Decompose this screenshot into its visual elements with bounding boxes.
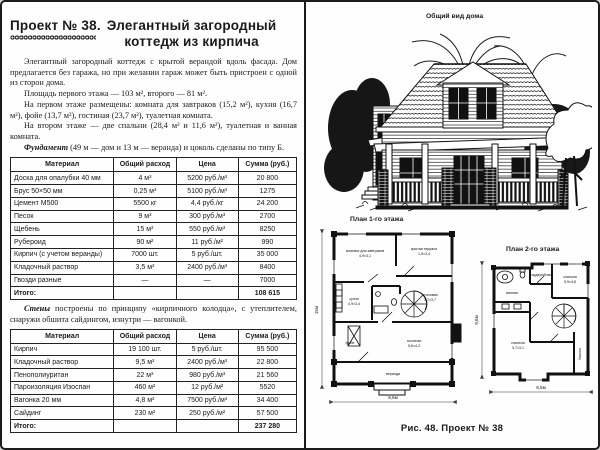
- table-cell: Доска для опалубки 40 мм: [11, 172, 114, 185]
- table-cell: 2700: [238, 210, 296, 223]
- paragraph-walls: [10, 304, 297, 325]
- total-label: Итого:: [11, 420, 114, 433]
- table-cell: 34 400: [238, 394, 296, 407]
- header-quantity: Общий расход: [114, 158, 176, 172]
- house-view-caption: Общий вид дома: [426, 13, 484, 20]
- room-bedroom2-size: 3,7×3,1: [511, 346, 525, 350]
- dim-15m: 15м: [314, 305, 319, 315]
- walls-note: [10, 304, 297, 325]
- table-cell: 19 100 шт.: [114, 343, 176, 356]
- room-dining-size: 3,7×3,7: [423, 298, 437, 302]
- wall-piers: [331, 231, 455, 387]
- room-balcony: балкон: [578, 348, 582, 360]
- plan2-room-labels: [506, 273, 582, 360]
- table-cell: 0,25 м³: [114, 185, 176, 198]
- room-living-size: 5,6×4,3: [407, 344, 421, 348]
- table-row: [11, 261, 297, 274]
- table-cell: Пенополиуритан: [11, 369, 114, 382]
- left-page: [10, 18, 297, 433]
- room-veranda: веранда: [386, 372, 400, 376]
- project-number-block: [10, 18, 101, 40]
- floor-plan-1: [308, 224, 464, 416]
- room-bedroom1: спальня: [563, 275, 577, 279]
- table-cell: 5500 кг: [114, 197, 176, 210]
- table-cell: Гвозди разные: [11, 274, 114, 287]
- dim-8-5m: 8,5м: [536, 385, 546, 390]
- table-cell: 1275: [238, 185, 296, 198]
- dimension-horizontal: [494, 385, 588, 392]
- paragraph-overview: Элегантный загородный коттедж с крытой верандой вдоль фасада. Дом предлагается без гаража, но при желании гараж может быть пристроен с одной из сторон дома.: [10, 57, 297, 88]
- table-cell: 7500 руб./м³: [176, 394, 238, 407]
- table-cell: 90 м²: [114, 236, 176, 249]
- table-cell: —: [176, 274, 238, 287]
- table-cell: Сайдинг: [11, 407, 114, 420]
- table-row: [11, 356, 297, 369]
- dimension-vertical: [314, 234, 322, 384]
- foundation-rest: (49 м — дом и 13 м — веранда) и цоколь сделаны по типу Б.: [68, 142, 285, 152]
- table-cell: 5200 руб./м³: [176, 172, 238, 185]
- dimension-vertical: [474, 266, 482, 374]
- table-row: [11, 185, 297, 198]
- header-sum: Сумма (руб.): [238, 158, 296, 172]
- table-cell: 230 м²: [114, 407, 176, 420]
- foundation-materials-table: [10, 157, 297, 300]
- table-row: [11, 210, 297, 223]
- header-sum: Сумма (руб.): [238, 329, 296, 343]
- table-row: [11, 343, 297, 356]
- room-terrace: крытая терраса: [410, 247, 438, 251]
- table-cell: Цемент М500: [11, 197, 114, 210]
- project-name: [107, 18, 277, 50]
- table-cell: —: [114, 274, 176, 287]
- house: [362, 62, 574, 209]
- paragraph-first-floor: На первом этаже размещены: комната для завтраков (15,2 м²), кухня (16,7 м²), фойе (13,7 м²), гостиная (23,7 м²), туалетная комната.: [10, 99, 297, 120]
- table-cell: 15 м³: [114, 223, 176, 236]
- room-bedroom2: спальня: [511, 341, 525, 345]
- table-cell: 5100 руб./м³: [176, 185, 238, 198]
- door-swings: [530, 276, 558, 342]
- room-kitchen-size: 4,9×3,4: [347, 302, 361, 306]
- room-foyer: фойе: [345, 341, 355, 345]
- right-page: [306, 2, 598, 448]
- header-price: Цена: [176, 158, 238, 172]
- room-terrace-size: 1,9×3,4: [417, 252, 431, 256]
- table-cell: Кирпич (с учетом веранды): [11, 249, 114, 262]
- table-cell: 460 м²: [114, 381, 176, 394]
- railing-slats: [492, 182, 562, 202]
- foundation-lead: Фундамент: [24, 142, 69, 152]
- plan1-caption: План 1-го этажа: [350, 216, 404, 223]
- table-cell: 2400 руб./м³: [176, 356, 238, 369]
- table-cell: 250 руб./м²: [176, 407, 238, 420]
- brick-pier: [484, 168, 496, 206]
- table-cell: Кладочный раствор: [11, 356, 114, 369]
- table-header-row: [11, 158, 297, 172]
- bathroom-fixtures: [374, 292, 397, 313]
- walls-rest: построены по принципу «кирпичного колодца», с утеплителем, снаружи обшита сайдингом, изнутри — вагонкой.: [10, 304, 297, 324]
- paragraph-foundation: [10, 143, 297, 154]
- table-row: [11, 197, 297, 210]
- description-text: [10, 57, 297, 153]
- table-cell: 980 руб./м³: [176, 369, 238, 382]
- table-cell: 4,8 м³: [114, 394, 176, 407]
- table-cell: 8400: [238, 261, 296, 274]
- table-cell: Рубероид: [11, 236, 114, 249]
- base: [376, 206, 568, 209]
- room-bedroom1-size: 5,9×4,8: [563, 280, 577, 284]
- table-row: [11, 381, 297, 394]
- spiral-staircase: [552, 304, 576, 328]
- walls-materials-table: [10, 329, 297, 433]
- table-cell: Кирпич: [11, 343, 114, 356]
- dim-8-6m: 8,6м: [388, 395, 398, 400]
- table-cell: 2400 руб./м³: [176, 261, 238, 274]
- table-cell: 550 руб./м³: [176, 223, 238, 236]
- total-value: 108 615: [238, 287, 296, 300]
- title-ornament: [10, 35, 96, 40]
- walls-lead: Стены: [24, 304, 51, 314]
- table-cell: 5 руб./шт.: [176, 343, 238, 356]
- table-cell: 20 800: [238, 172, 296, 185]
- table-cell: 22 800: [238, 356, 296, 369]
- table-cell: 22 м³: [114, 369, 176, 382]
- dim-9-6m: 9,6м: [474, 315, 479, 325]
- project-title: [10, 18, 297, 50]
- table-cell: Песок: [11, 210, 114, 223]
- table-row: [11, 274, 297, 287]
- table-header-row: [11, 329, 297, 343]
- fireplace: [452, 324, 461, 342]
- header-material: Материал: [11, 329, 114, 343]
- header-material: Материал: [11, 158, 114, 172]
- dimension-horizontal: [334, 395, 452, 402]
- table-cell: Брус 50×50 мм: [11, 185, 114, 198]
- table-cell: 21 560: [238, 369, 296, 382]
- table-cell: 7000 шт.: [114, 249, 176, 262]
- brick-pier: [378, 170, 388, 206]
- table-cell: Кладочный раствор: [11, 261, 114, 274]
- table-row: [11, 223, 297, 236]
- veranda-post: [530, 144, 536, 204]
- room-wardrobe: гардеробная: [530, 273, 552, 277]
- room-breakfast: комната для завтраков: [345, 249, 385, 253]
- table-cell: 4 м³: [114, 172, 176, 185]
- room-kitchen: кухня: [349, 297, 359, 301]
- table-cell: 57 500: [238, 407, 296, 420]
- floor-plan-2: [472, 254, 598, 404]
- total-label: Итого:: [11, 287, 114, 300]
- table-cell: 9,5 м³: [114, 356, 176, 369]
- header-price: Цена: [176, 329, 238, 343]
- table-cell: 990: [238, 236, 296, 249]
- table-cell: [176, 287, 238, 300]
- table-cell: 24 200: [238, 197, 296, 210]
- table-cell: 12 руб./м²: [176, 381, 238, 394]
- table-cell: [176, 420, 238, 433]
- house-illustration: [316, 20, 592, 212]
- paragraph-second-floor: На втором этаже — две спальни (28,4 м² и 11,6 м²), туалетная и ванная комната.: [10, 121, 297, 141]
- brick-pier: [442, 168, 454, 206]
- total-value: 237 280: [238, 420, 296, 433]
- table-total-row: [11, 420, 297, 433]
- table-cell: 3,5 м³: [114, 261, 176, 274]
- table-total-row: [11, 287, 297, 300]
- table-cell: 300 руб./м³: [176, 210, 238, 223]
- table-cell: 4,4 руб./кг: [176, 197, 238, 210]
- table-cell: [114, 287, 176, 300]
- table-cell: 9 м³: [114, 210, 176, 223]
- room-bath: ванная: [506, 291, 518, 295]
- table-cell: Пароизоляция Изоспан: [11, 381, 114, 394]
- kitchen-counter: [336, 284, 342, 312]
- table-row: [11, 394, 297, 407]
- table-cell: [114, 420, 176, 433]
- table-cell: Вагонка 20 мм: [11, 394, 114, 407]
- table-cell: 8250: [238, 223, 296, 236]
- table-row: [11, 236, 297, 249]
- header-quantity: Общий расход: [114, 329, 176, 343]
- veranda-post: [422, 144, 428, 204]
- table-cell: 11 руб./м²: [176, 236, 238, 249]
- table-cell: 35 000: [238, 249, 296, 262]
- table-row: [11, 172, 297, 185]
- table-cell: 7000: [238, 274, 296, 287]
- room-breakfast-size: 4,9×3,1: [358, 254, 372, 258]
- table-row: [11, 249, 297, 262]
- figure-caption: Рис. 48. Проект № 38: [400, 423, 504, 434]
- room-dining: столовая: [422, 293, 438, 297]
- project-name-line1: Элегантный загородный: [106, 18, 277, 33]
- railing-rail: [492, 178, 562, 182]
- room-living: гостиная: [406, 339, 422, 343]
- project-number: Проект № 38.: [10, 18, 101, 33]
- paragraph-areas: Площадь первого этажа — 103 м², второго — 81 м².: [24, 89, 208, 99]
- table-row: [11, 407, 297, 420]
- plan2-caption: План 2-го этажа: [506, 246, 560, 253]
- table-cell: 95 500: [238, 343, 296, 356]
- table-cell: Щебень: [11, 223, 114, 236]
- table-cell: 5 руб./шт.: [176, 249, 238, 262]
- table-row: [11, 369, 297, 382]
- project-name-line2: коттедж из кирпича: [124, 34, 259, 49]
- plan1-room-labels: [346, 247, 438, 376]
- table-cell: 5520: [238, 381, 296, 394]
